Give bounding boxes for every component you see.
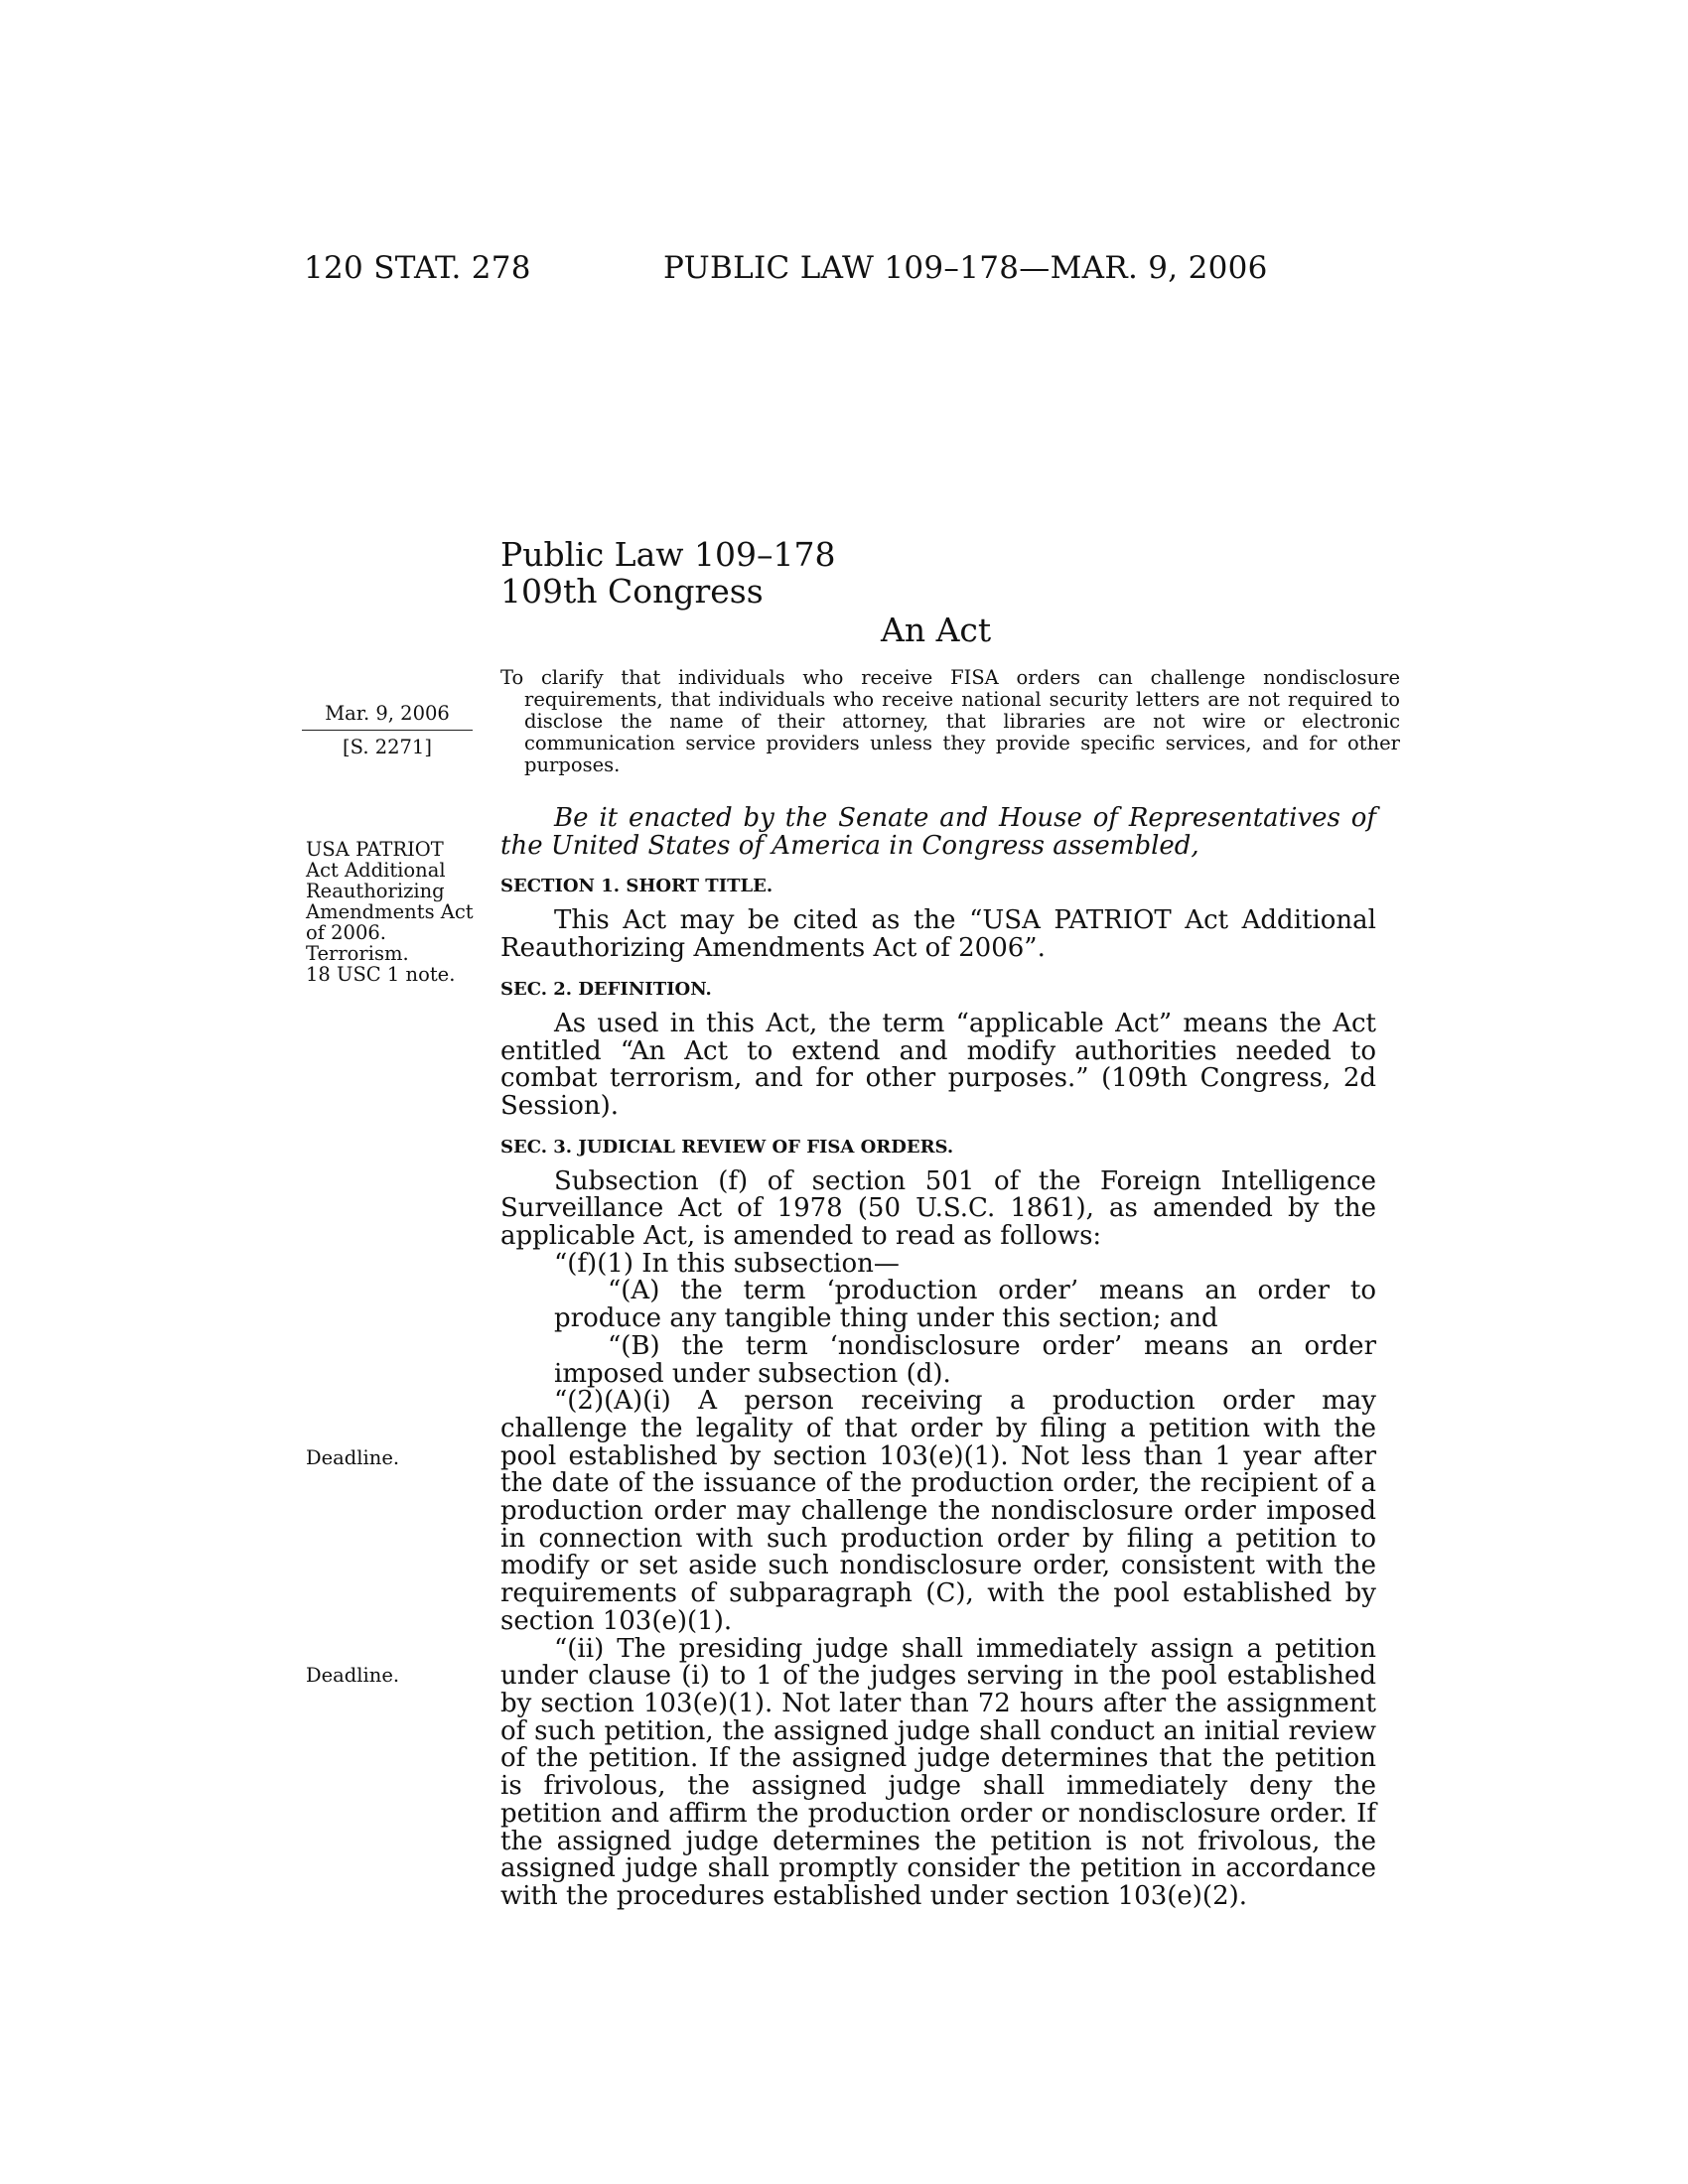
margin-deadline-note: Deadline. [306, 1446, 400, 1469]
margin-date-block [302, 702, 473, 758]
law-title-block [500, 536, 835, 610]
act-body [500, 805, 1376, 1911]
subparagraph-f1b: “(B) the term ‘nondisclosure order’ means an order imposed under subsection (d). [554, 1330, 1376, 1389]
act-purpose: To clarify that individuals who receive FISA orders can challenge nondisclosure requirements, that individuals who receive national security letters are not required to disclose the name of their attorney, that libraries are not wire or electronic communication service providers unless they provide specific services, and for other purposes. [500, 666, 1400, 776]
margin-note-line: Reauthorizing [306, 880, 445, 902]
paragraph-f2aii: “(ii) The presiding judge shall immediately assign a petition under clause (i) to 1 of the judges serving in the pool established by section 103(e)(1). Not later than 72 hours after the assignment of such petition, the assigned judge shall conduct an initial review of the petition. If the assigned judge determines that the petition is frivolous, the assigned judge shall immediately deny the petition and affirm the production order or nondisclosure order. If the assigned judge determines the petition is not frivolous, the assigned judge shall promptly consider the petition in accordance with the procedures established under section 103(e)(2). [500, 1633, 1376, 1911]
margin-note-line: Amendments Act [306, 900, 474, 923]
page-stat-reference: 120 STAT. 278 [304, 250, 531, 286]
section-2-text: As used in this Act, the term “applicable Act” means the Act entitled “An Act to extend and modify authorities needed to combat terrorism, and for other purposes.” (109th Congress, 2d Session). [500, 1008, 1376, 1121]
enactment-date: Mar. 9, 2006 [325, 702, 450, 725]
margin-note-line: USA PATRIOT [306, 838, 444, 861]
section-1-text: This Act may be cited as the “USA PATRIOT Act Additional Reauthorizing Amendments Act of 2006”. [500, 905, 1376, 964]
margin-notes [306, 839, 485, 985]
running-head: PUBLIC LAW 109–178—MAR. 9, 2006 [663, 250, 1268, 286]
section-2-heading: SEC. 2. DEFINITION. [500, 978, 712, 1000]
enacting-clause: Be it enacted by the Senate and House of Representatives of the United States of America in Congress assembled, [500, 803, 1376, 861]
margin-note-line: Act Additional [306, 859, 446, 882]
paragraph-f2ai: “(2)(A)(i) A person receiving a production order may challenge the legality of that order by filing a petition with the pool established by section 103(e)(1). Not less than 1 year after the date of the issuance of the production order, the recipient of a production order may challenge the nondisclosure order imposed in connection with such production order by filing a petition to modify or set aside such nondisclosure order, consistent with the requirements of subparagraph (C), with the pool established by section 103(e)(1). [500, 1386, 1376, 1636]
margin-note-line: 18 USC 1 note. [306, 963, 456, 986]
public-law-number: Public Law 109–178 [500, 535, 836, 574]
date-divider [302, 730, 473, 731]
bill-number: [S. 2271] [343, 736, 432, 758]
congress-label: 109th Congress [500, 572, 764, 611]
margin-deadline-note: Deadline. [306, 1664, 400, 1687]
section-3-intro: Subsection (f) of section 501 of the Foreign Intelligence Surveillance Act of 1978 (50 U.S.C. 1861), as amended by the applicable Act, is amended to read as follows: [500, 1165, 1376, 1252]
margin-note-line: of 2006. [306, 921, 386, 944]
subsection-f1: “(f)(1) In this subsection— [554, 1248, 900, 1279]
margin-note-line: Terrorism. [306, 942, 409, 965]
section-3-heading: SEC. 3. JUDICIAL REVIEW OF FISA ORDERS. [500, 1136, 954, 1158]
act-heading: An Act [881, 611, 992, 649]
subparagraph-f1a: “(A) the term ‘production order’ means an order to produce any tangible thing under this section; and [554, 1276, 1376, 1334]
section-1-heading: SECTION 1. SHORT TITLE. [500, 876, 774, 897]
